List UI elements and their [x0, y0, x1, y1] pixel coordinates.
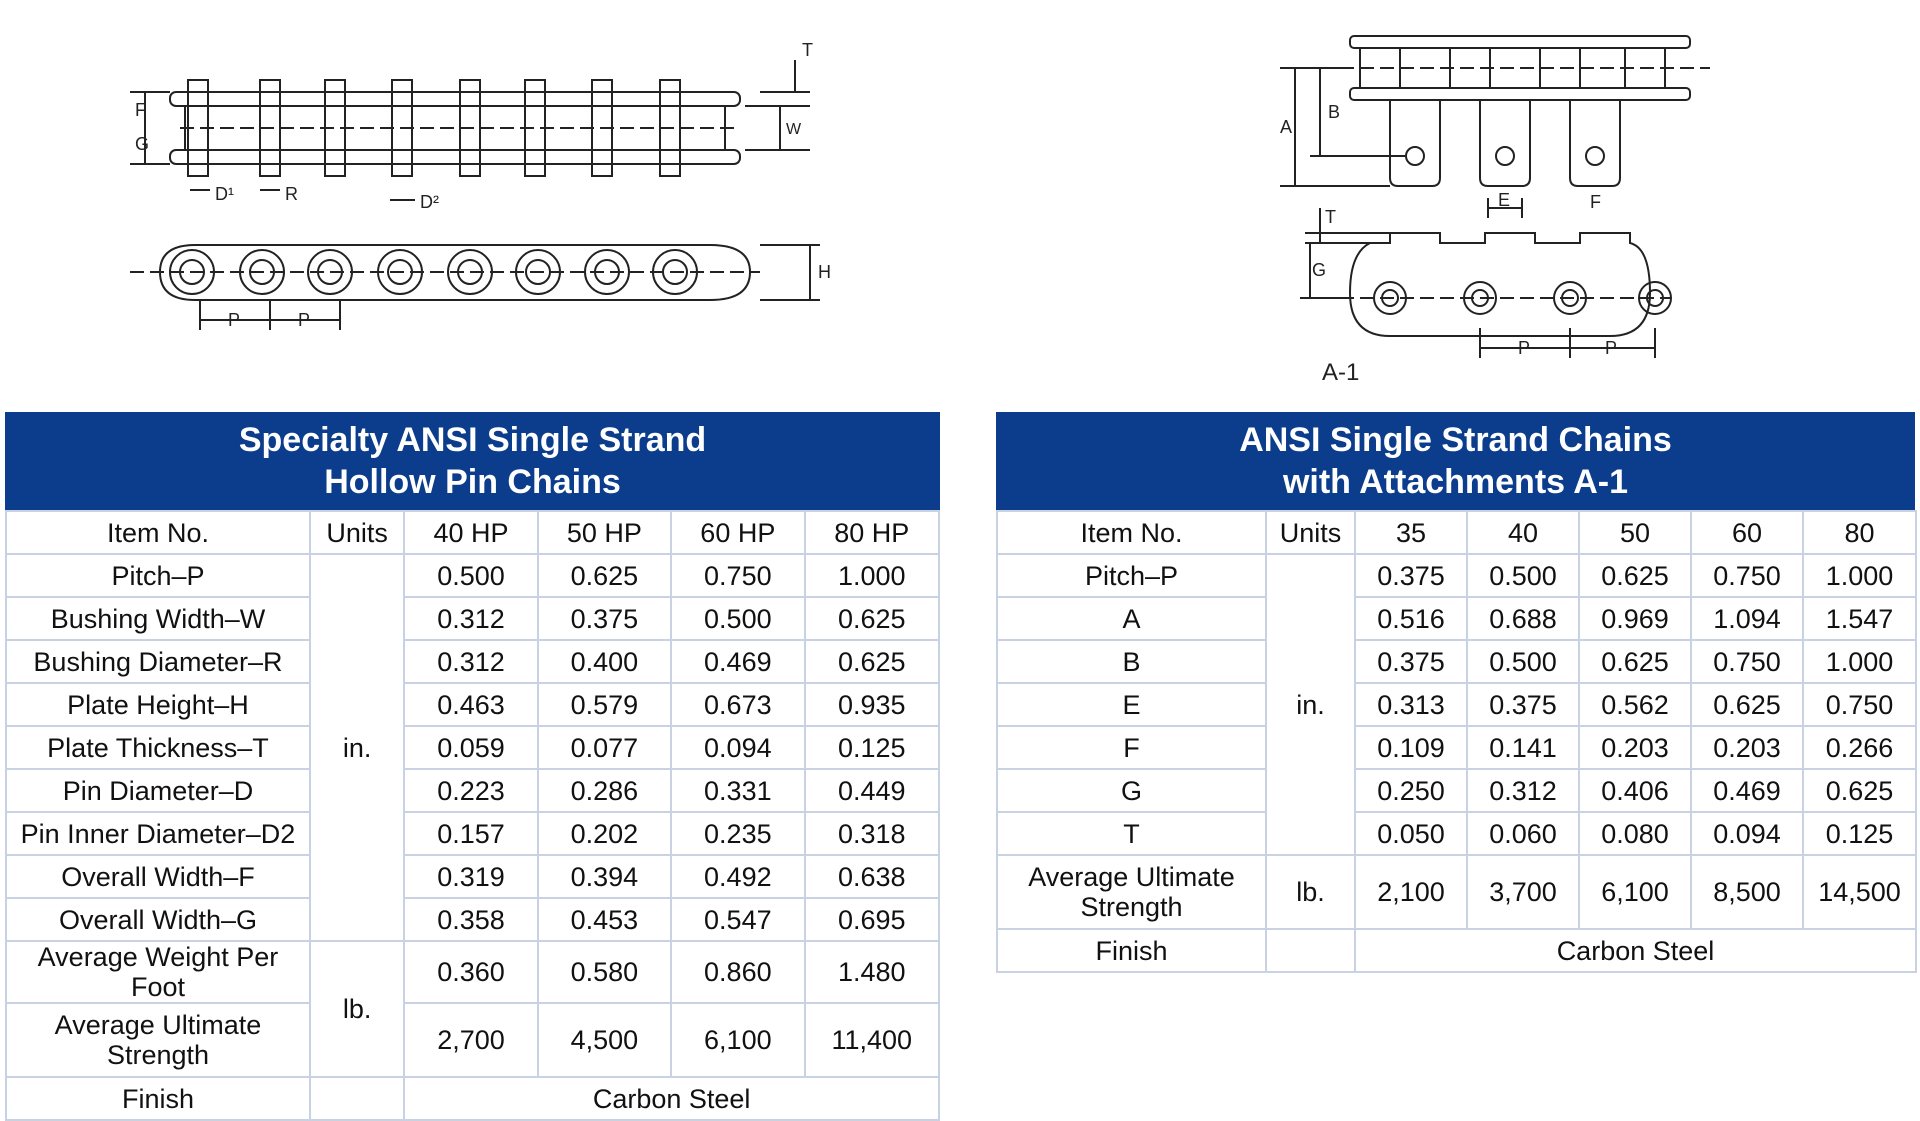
- value-cell: 0.312: [1467, 769, 1579, 812]
- row-label: Overall Width–G: [6, 898, 310, 941]
- label-f: F: [135, 100, 146, 120]
- row-label: G: [997, 769, 1266, 812]
- unit-cell: [310, 1077, 404, 1120]
- header-cell: 80: [1803, 511, 1916, 554]
- header-cell: 50 HP: [538, 511, 671, 554]
- label-h: H: [818, 262, 831, 282]
- table-row: [6, 812, 939, 855]
- title-line-2: with Attachments A-1: [1282, 463, 1629, 501]
- row-label: Average Weight Per Foot: [6, 941, 310, 1003]
- title-line-1: Specialty ANSI Single Strand: [238, 421, 707, 459]
- strength-label-line-2: Strength: [1080, 892, 1183, 922]
- value-cell: 0.500: [1467, 554, 1579, 597]
- value-cell: 0.059: [404, 726, 537, 769]
- value-cell: 0.750: [671, 554, 804, 597]
- value-cell: 0.750: [1691, 554, 1803, 597]
- value-cell: 0.580: [538, 941, 671, 1003]
- value-cell: 0.141: [1467, 726, 1579, 769]
- finish-value: Carbon Steel: [1355, 929, 1916, 972]
- value-cell: 0.463: [404, 683, 537, 726]
- value-cell: 0.235: [671, 812, 804, 855]
- value-cell: 0.469: [671, 640, 804, 683]
- header-cell: 35: [1355, 511, 1467, 554]
- row-label: Bushing Diameter–R: [6, 640, 310, 683]
- row-label: Finish: [6, 1077, 310, 1120]
- value-cell: 1.547: [1803, 597, 1916, 640]
- table-row: [6, 554, 939, 597]
- value-cell: 11,400: [805, 1003, 939, 1077]
- value-cell: 0.688: [1467, 597, 1579, 640]
- value-cell: 0.562: [1579, 683, 1691, 726]
- value-cell: 0.695: [805, 898, 939, 941]
- value-cell: 0.331: [671, 769, 804, 812]
- value-cell: 0.203: [1691, 726, 1803, 769]
- value-cell: 0.625: [805, 597, 939, 640]
- header-cell: Item No.: [6, 511, 310, 554]
- value-cell: 0.625: [1579, 640, 1691, 683]
- unit-cell: lb.: [1266, 855, 1355, 929]
- unit-cell: lb.: [310, 941, 404, 1077]
- row-label: Overall Width–F: [6, 855, 310, 898]
- row-label: Pin Inner Diameter–D2: [6, 812, 310, 855]
- value-cell: 0.312: [404, 597, 537, 640]
- value-cell: 0.500: [404, 554, 537, 597]
- table-row: [997, 597, 1916, 640]
- finish-value: Carbon Steel: [404, 1077, 939, 1120]
- hollow-pin-chain-diagram: [120, 40, 840, 350]
- value-cell: 0.453: [538, 898, 671, 941]
- strength-row: [6, 1003, 939, 1077]
- value-cell: 0.492: [671, 855, 804, 898]
- header-row: [997, 511, 1916, 554]
- value-cell: 0.375: [1467, 683, 1579, 726]
- value-cell: 1.000: [1803, 554, 1916, 597]
- label-e: E: [1498, 190, 1511, 210]
- header-row: [6, 511, 939, 554]
- value-cell: 0.125: [1803, 812, 1916, 855]
- value-cell: 6,100: [1579, 855, 1691, 929]
- row-label: Pin Diameter–D: [6, 769, 310, 812]
- label-r: R: [285, 184, 298, 204]
- value-cell: 0.394: [538, 855, 671, 898]
- value-cell: 1.000: [1803, 640, 1916, 683]
- value-cell: 0.375: [538, 597, 671, 640]
- table-row: [6, 597, 939, 640]
- row-label: E: [997, 683, 1266, 726]
- label-p-1: P: [1518, 338, 1531, 358]
- strength-label-line-1: Average Ultimate: [1028, 862, 1235, 892]
- row-label: Pitch–P: [997, 554, 1266, 597]
- value-cell: 0.125: [805, 726, 939, 769]
- value-cell: 0.516: [1355, 597, 1467, 640]
- value-cell: 0.203: [1579, 726, 1691, 769]
- value-cell: 0.286: [538, 769, 671, 812]
- value-cell: 8,500: [1691, 855, 1803, 929]
- value-cell: 0.547: [671, 898, 804, 941]
- table-row: [997, 683, 1916, 726]
- value-cell: 0.202: [538, 812, 671, 855]
- table-row: [6, 769, 939, 812]
- attachment-spec-table: [996, 510, 1917, 973]
- value-cell: 0.750: [1803, 683, 1916, 726]
- value-cell: 0.109: [1355, 726, 1467, 769]
- value-cell: 0.625: [805, 640, 939, 683]
- value-cell: 0.579: [538, 683, 671, 726]
- row-label: Finish: [997, 929, 1266, 972]
- value-cell: 0.094: [671, 726, 804, 769]
- row-label: T: [997, 812, 1266, 855]
- value-cell: 0.449: [805, 769, 939, 812]
- label-d2: D²: [420, 192, 439, 212]
- attachment-table-title: [996, 412, 1915, 510]
- value-cell: 0.500: [671, 597, 804, 640]
- value-cell: 0.080: [1579, 812, 1691, 855]
- value-cell: 2,700: [404, 1003, 537, 1077]
- table-row: [997, 554, 1916, 597]
- value-cell: 0.312: [404, 640, 537, 683]
- table-row: [6, 683, 939, 726]
- attachment-chain-diagram: [1240, 8, 1720, 388]
- label-t: T: [802, 40, 813, 60]
- row-label: [6, 1003, 310, 1077]
- unit-cell: [1266, 929, 1355, 972]
- title-line-1: ANSI Single Strand Chains: [1239, 421, 1672, 459]
- value-cell: 0.360: [404, 941, 537, 1003]
- row-label: Bushing Width–W: [6, 597, 310, 640]
- table-row: [997, 812, 1916, 855]
- value-cell: 1.000: [805, 554, 939, 597]
- table-row: [6, 898, 939, 941]
- attachment-chain-drawing: [1240, 8, 1720, 388]
- value-cell: 0.406: [1579, 769, 1691, 812]
- header-cell: Units: [1266, 511, 1355, 554]
- value-cell: 0.157: [404, 812, 537, 855]
- table-row: [6, 640, 939, 683]
- value-cell: 1.480: [805, 941, 939, 1003]
- value-cell: 0.050: [1355, 812, 1467, 855]
- row-label: [997, 855, 1266, 929]
- header-cell: 80 HP: [805, 511, 939, 554]
- value-cell: 0.469: [1691, 769, 1803, 812]
- table-row: [6, 855, 939, 898]
- row-label: Pitch–P: [6, 554, 310, 597]
- value-cell: 0.638: [805, 855, 939, 898]
- header-cell: 60 HP: [671, 511, 804, 554]
- diagram-caption: A-1: [1322, 359, 1360, 386]
- table-row: [6, 726, 939, 769]
- row-label: B: [997, 640, 1266, 683]
- value-cell: 0.625: [1579, 554, 1691, 597]
- label-g: G: [135, 134, 150, 154]
- value-cell: 0.250: [1355, 769, 1467, 812]
- value-cell: 0.077: [538, 726, 671, 769]
- table-row: [997, 640, 1916, 683]
- finish-row: [997, 929, 1916, 972]
- hollow-pin-chain-drawing: [120, 40, 840, 350]
- value-cell: 0.060: [1467, 812, 1579, 855]
- row-label: F: [997, 726, 1266, 769]
- value-cell: 14,500: [1803, 855, 1916, 929]
- label-d1: D¹: [215, 184, 234, 204]
- value-cell: 0.319: [404, 855, 537, 898]
- value-cell: 0.223: [404, 769, 537, 812]
- value-cell: 1.094: [1691, 597, 1803, 640]
- value-cell: 0.500: [1467, 640, 1579, 683]
- value-cell: 6,100: [671, 1003, 804, 1077]
- value-cell: 0.625: [1803, 769, 1916, 812]
- row-label: A: [997, 597, 1266, 640]
- label-p-2: P: [1605, 338, 1618, 358]
- attachment-spec-table-block: [996, 412, 1915, 973]
- value-cell: 0.313: [1355, 683, 1467, 726]
- strength-label-line-1: Average Ultimate: [54, 1010, 262, 1040]
- header-cell: 50: [1579, 511, 1691, 554]
- value-cell: 2,100: [1355, 855, 1467, 929]
- hollow-pin-spec-table: [5, 510, 940, 1121]
- label-t: T: [1325, 207, 1336, 227]
- label-f: F: [1590, 192, 1601, 212]
- value-cell: 0.358: [404, 898, 537, 941]
- unit-cell: in.: [1266, 554, 1355, 855]
- row-label: Plate Thickness–T: [6, 726, 310, 769]
- hollow-pin-spec-table-block: [5, 412, 940, 1121]
- strength-label-line-2: Strength: [106, 1040, 210, 1070]
- value-cell: 0.750: [1691, 640, 1803, 683]
- header-cell: Units: [310, 511, 404, 554]
- row-label: Plate Height–H: [6, 683, 310, 726]
- table-row: [997, 726, 1916, 769]
- label-b: B: [1328, 102, 1341, 122]
- hollow-pin-table-title: [5, 412, 940, 510]
- header-cell: 40 HP: [404, 511, 537, 554]
- table-row: [997, 769, 1916, 812]
- label-w: W: [786, 121, 802, 138]
- label-p-2: P: [298, 310, 311, 330]
- strength-row: [997, 855, 1916, 929]
- value-cell: 0.375: [1355, 640, 1467, 683]
- value-cell: 0.935: [805, 683, 939, 726]
- value-cell: 0.860: [671, 941, 804, 1003]
- value-cell: 0.266: [1803, 726, 1916, 769]
- unit-cell: in.: [310, 554, 404, 941]
- value-cell: 0.375: [1355, 554, 1467, 597]
- value-cell: 0.969: [1579, 597, 1691, 640]
- label-p-1: P: [228, 310, 241, 330]
- value-cell: 0.318: [805, 812, 939, 855]
- header-cell: 40: [1467, 511, 1579, 554]
- finish-row: [6, 1077, 939, 1120]
- value-cell: 0.673: [671, 683, 804, 726]
- value-cell: 4,500: [538, 1003, 671, 1077]
- header-cell: 60: [1691, 511, 1803, 554]
- title-line-2: Hollow Pin Chains: [324, 463, 621, 501]
- value-cell: 0.625: [1691, 683, 1803, 726]
- value-cell: 0.625: [538, 554, 671, 597]
- value-cell: 0.400: [538, 640, 671, 683]
- label-a: A: [1280, 117, 1293, 137]
- header-cell: Item No.: [997, 511, 1266, 554]
- value-cell: 3,700: [1467, 855, 1579, 929]
- label-g: G: [1312, 260, 1327, 280]
- table-row: [6, 941, 939, 1003]
- value-cell: 0.094: [1691, 812, 1803, 855]
